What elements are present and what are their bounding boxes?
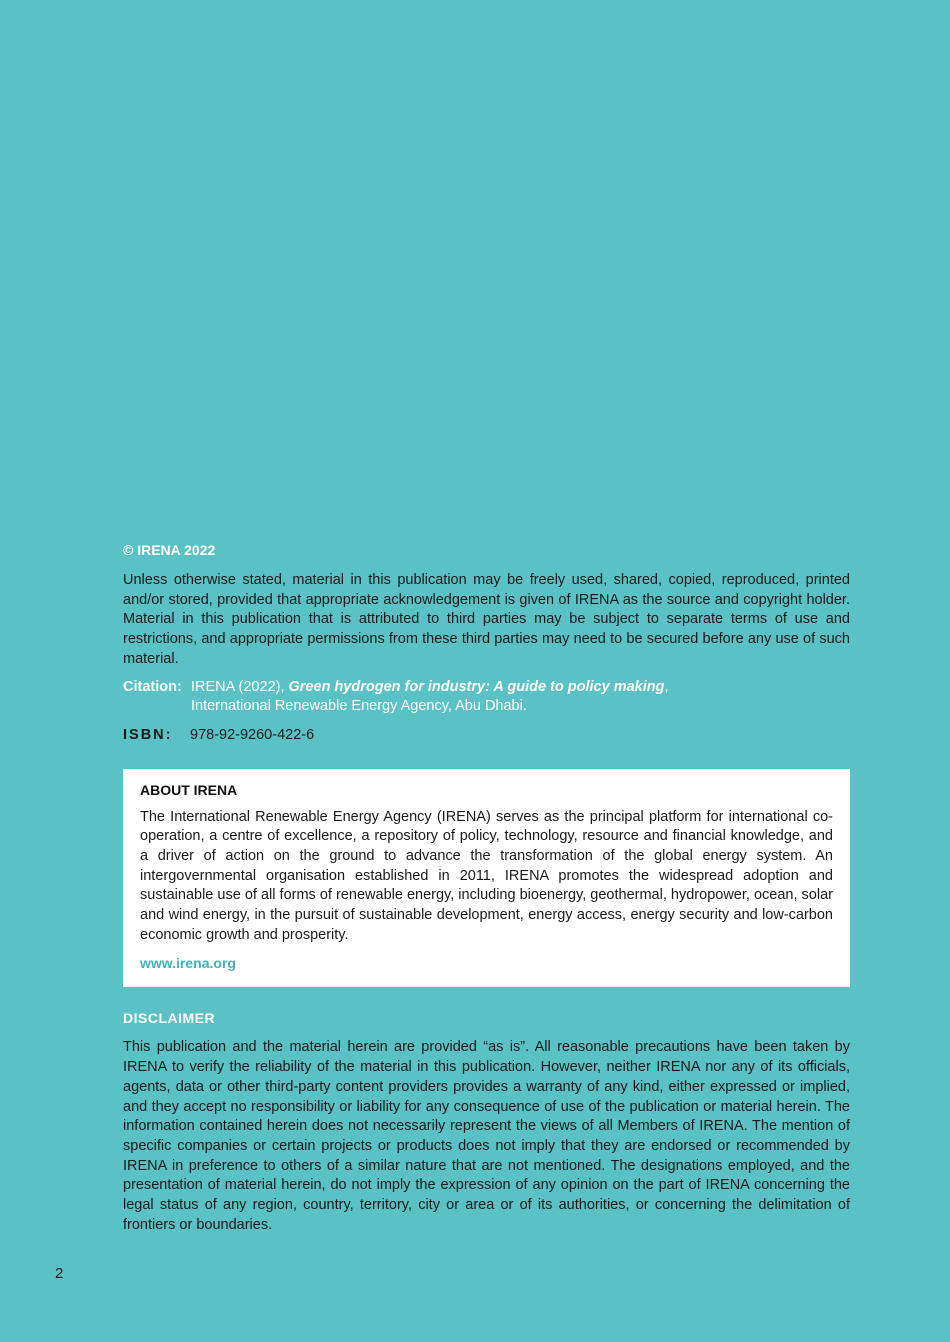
copyright-heading: © IRENA 2022: [123, 542, 216, 558]
citation-prefix: IRENA (2022),: [191, 678, 289, 695]
isbn-label: ISBN:: [123, 726, 173, 743]
copyright-text: Unless otherwise stated, material in this publication may be freely used, shared, copied, reproduced, printed and/or stored, provided that appropriate acknowledgement is given of IRENA as the source and copyright holder. Material in this publication that is attributed to third parties may be subject to separate terms of use and restrictions, and appropriate permissions from these third parties may need to be secured before any use of such material.: [123, 572, 850, 667]
citation-suffix: ,: [664, 678, 669, 695]
about-heading: ABOUT IRENA: [140, 781, 238, 798]
citation-label: Citation:: [123, 678, 182, 695]
about-irena-box: [123, 769, 850, 988]
citation-title: Green hydrogen for industry: A guide to policy making: [288, 678, 665, 695]
citation-publisher: International Renewable Energy Agency, Abu Dhabi.: [191, 698, 527, 715]
about-text: The International Renewable Energy Agency (IRENA) serves as the principal platform for international co-operation, a centre of excellence, a repository of policy, technology, resource and financial knowledge, and a driver of action on the ground to advance the transformation of the global energy system. An intergovernmental organisation established in 2011, IRENA promotes the widespread adoption and sustainable use of all forms of renewable energy, including bioenergy, geothermal, hydropower, ocean, solar and wind energy, in the pursuit of sustainable development, energy access, energy security and low-carbon economic growth and prosperity.: [140, 808, 833, 943]
disclaimer-text: This publication and the material herein are provided “as is”. All reasonable precautions have been taken by IRENA to verify the reliability of the material in this publication. However, neither IRENA nor any of its officials, agents, data or other third-party content providers provides a warranty of any kind, either expressed or implied, and they accept no responsibility or liability for any consequence of use of the publication or material herein. The information contained herein does not necessarily represent the views of all Members of IRENA. The mention of specific companies or certain projects or products does not imply that they are endorsed or recommended by IRENA in preference to others of a similar nature that are not mentioned. The designations employed, and the presentation of material herein, do not imply the expression of any opinion on the part of IRENA concerning the legal status of any region, country, territory, city or area or of its authorities, or concerning the delimitation of frontiers or boundaries.: [123, 1039, 850, 1233]
citation-body: [191, 678, 669, 717]
citation: [123, 678, 850, 717]
isbn-value: 978-92-9260-422-6: [190, 726, 315, 743]
irena-website-link[interactable]: www.irena.org: [140, 955, 236, 972]
disclaimer-heading: DISCLAIMER: [123, 1010, 216, 1027]
page-content: [123, 540, 850, 1235]
page-number: 2: [55, 1265, 64, 1282]
isbn: [123, 725, 850, 745]
